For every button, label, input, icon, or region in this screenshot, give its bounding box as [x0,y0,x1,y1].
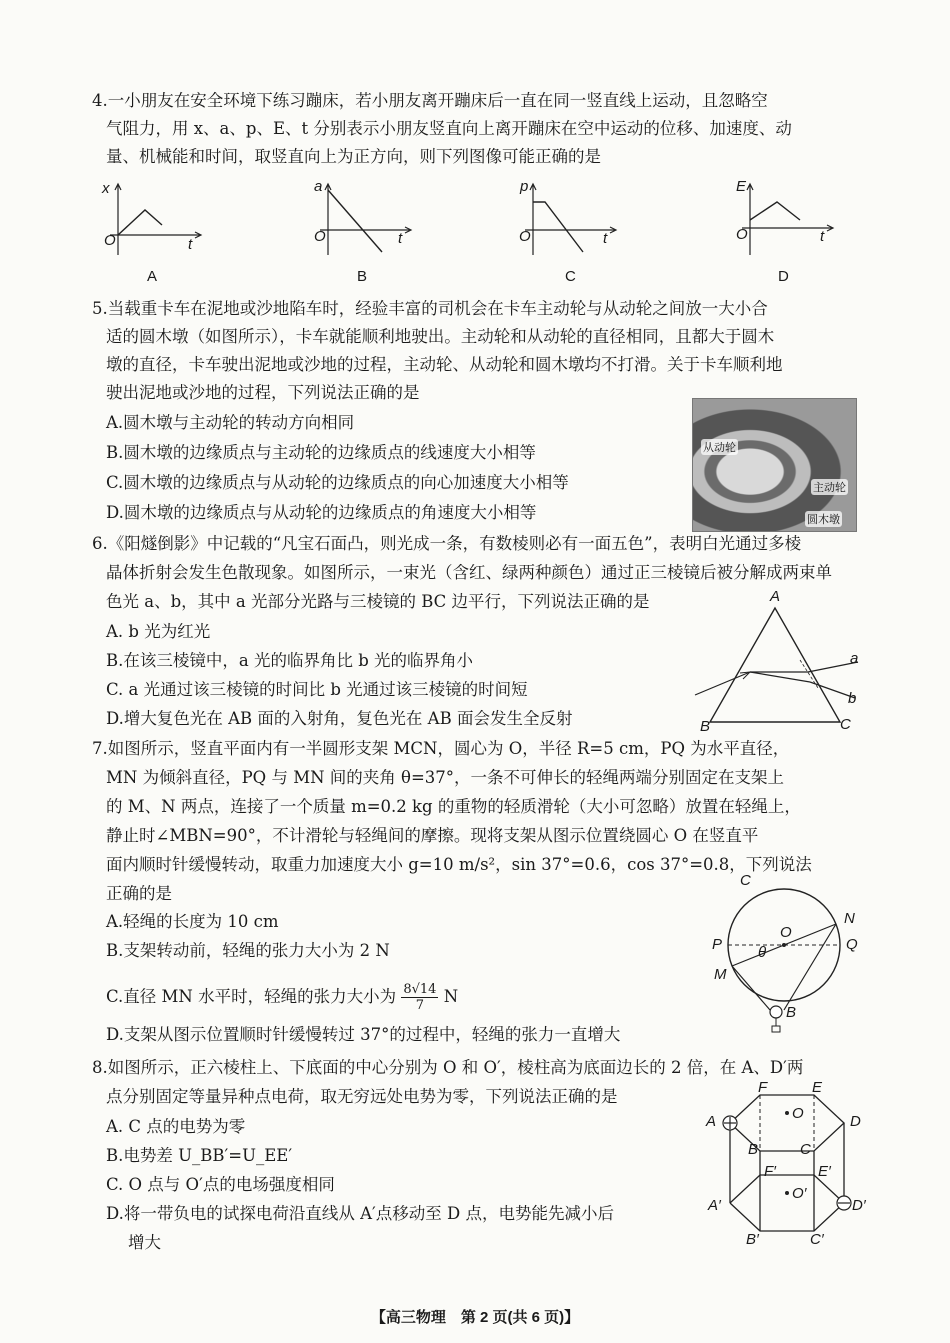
page-footer: 【高三物理 第 2 页(共 6 页)】 [370,1309,580,1326]
q7-option-d: D.支架从图示位置顺时针缓慢转过 37°的过程中，轻绳的张力一直增大 [106,1025,621,1044]
q4-graph-c [515,180,625,260]
vertex-b-prime: B′ [746,1231,759,1248]
q6-line-1: 6.《阳燧倒影》中记载的“凡宝石面凸，则光成一条，有数棱则必有一面五色”，表明白光通过多棱 [92,534,802,553]
q8-option-c: C. O 点与 O′点的电场强度相同 [106,1175,335,1194]
q4-b-xlabel: t [398,230,403,247]
vertex-e: E [812,1079,823,1096]
q8-option-d-cont: 增大 [128,1233,161,1252]
q6-option-b: B.在该三棱镜中，a 光的临界角比 b 光的临界角小 [106,651,474,670]
q5-line-1: 5.当载重卡车在泥地或沙地陷车时，经验丰富的司机会在卡车主动轮与从动轮之间放一大小合 [92,299,768,318]
q4-b-ylabel: a [314,178,323,195]
q8-option-b: B.电势差 U_BB′=U_EE′ [106,1146,293,1165]
angle-theta: θ [758,944,767,961]
q4-d-origin: O [736,226,748,243]
vertex-a: A [706,1113,717,1130]
point-p: P [712,936,723,953]
q6-option-d: D.增大复色光在 AB 面的入射角，复色光在 AB 面会发生全反射 [106,709,573,728]
q8-line-1: 8.如图所示，正六棱柱上、下底面的中心分别为 O 和 O′，棱柱高为底面边长的 2 倍，在 A、D′两 [92,1058,804,1077]
ray-label-a: a [850,650,859,667]
q4-d-xlabel: t [820,228,825,245]
q4-d-ylabel: E [736,178,747,195]
prism-vertex-c: C [840,716,851,733]
semicircle-bracket-diagram [712,872,858,1030]
q5-line-3: 墩的直径，卡车驶出泥地或沙地的过程，主动轮、从动轮和圆木墩均不打滑。关于卡车顺利地 [106,355,783,374]
q4-c-ylabel: p [520,178,529,195]
q7-option-c-text: C.直径 MN 水平时，轻绳的张力大小为 [106,987,397,1006]
q8-option-a: A. C 点的电势为零 [106,1117,246,1136]
fraction-numerator: 8√14 [403,982,437,997]
q4-option-a: A [147,268,158,285]
vertex-c: C [800,1141,811,1158]
q5-option-a: A.圆木墩与主动轮的转动方向相同 [106,413,355,432]
q6-line-2: 晶体折射会发生色散现象。如图所示，一束光（含红、绿两种颜色）通过正三棱镜后被分解成两束单 [106,563,832,582]
hexagonal-prism-diagram [706,1079,866,1248]
q4-b-origin: O [314,228,326,245]
q4-a-origin: O [104,232,116,249]
q7-line-5: 面内顺时针缓慢转动，取重力加速度大小 g=10 m/s²，sin 37°=0.6，cos 37°=0.8，下列说法 [106,855,812,874]
photo-label-log: 圆木墩 [805,511,842,527]
center-o-prime: O′ [792,1185,807,1202]
q6-line-3: 色光 a、b，其中 a 光部分光路与三棱镜的 BC 边平行，下列说法正确的是 [106,592,650,611]
q7-option-c-fraction [401,982,438,1013]
vertex-f: F [758,1079,768,1096]
point-m: M [714,966,727,983]
q8-line-2: 点分别固定等量异种点电荷，取无穷远处电势为零，下列说法正确的是 [106,1087,618,1106]
prism-vertex-b: B [700,718,711,735]
q8-option-d: D.将一带负电的试探电荷沿直线从 A′点移动至 D 点，电势能先减小后 [106,1204,615,1223]
q4-c-origin: O [519,228,531,245]
q4-a-xlabel: t [188,236,193,253]
q4-option-b: B [357,268,368,285]
q7-option-c-unit: N [443,987,459,1006]
point-q: Q [846,936,858,953]
vertex-a-prime: A′ [708,1197,721,1214]
q7-line-2: MN 为倾斜直径，PQ 与 MN 间的夹角 θ=37°，一条不可伸长的轻绳两端分别固定在支架上 [106,768,785,787]
q7-line-3: 的 M、N 两点，连接了一个质量 m=0.2 kg 的重物的轻质滑轮（大小可忽略）放置在轻绳上， [106,797,801,816]
q7-option-b: B.支架转动前，轻绳的张力大小为 2 N [106,941,390,960]
q5-line-4: 驶出泥地或沙地的过程，下列说法正确的是 [106,383,420,402]
fraction-denominator: 7 [415,998,425,1013]
point-n: N [844,910,855,927]
q5-option-b: B.圆木墩的边缘质点与主动轮的边缘质点的线速度大小相等 [106,443,536,462]
prism-diagram [690,588,870,735]
ray-label-b: b [848,690,857,707]
q7-option-a: A.轻绳的长度为 10 cm [106,912,279,931]
q4-option-d: D [778,268,789,285]
point-b: B [786,1004,797,1021]
prism-vertex-a: A [770,588,781,605]
q6-option-a: A. b 光为红光 [106,622,211,641]
q4-line-2: 气阻力，用 x、a、p、E、t 分别表示小朋友竖直向上离开蹦床在空中运动的位移、加速度、动 [106,119,792,138]
photo-label-driven: 从动轮 [701,439,738,455]
q7-line-1: 7.如图所示，竖直平面内有一半圆形支架 MCN，圆心为 O，半径 R=5 cm，PQ 为水平直径， [92,739,790,758]
q7-line-6: 正确的是 [106,884,172,903]
q4-line-3: 量、机械能和时间，取竖直向上为正方向，则下列图像可能正确的是 [106,147,601,166]
q7-option-c [106,982,458,1013]
q5-option-d: D.圆木墩的边缘质点与从动轮的边缘质点的角速度大小相等 [106,503,537,522]
center-o: O [792,1105,804,1122]
point-o: O [780,924,792,941]
vertex-e-prime: E′ [818,1163,831,1180]
q4-option-c: C [565,268,576,285]
q5-option-c: C.圆木墩的边缘质点与从动轮的边缘质点的向心加速度大小相等 [106,473,569,492]
q4-graph-d [732,180,842,260]
q4-c-xlabel: t [603,230,608,247]
vertex-d: D [850,1113,861,1130]
q4-graph-a [100,180,210,260]
q4-a-ylabel: x [102,180,110,197]
q4-graph-b [310,180,420,260]
q7-line-4: 静止时∠MBN=90°，不计滑轮与轻绳间的摩擦。现将支架从图示位置绕圆心 O 在竖直平 [106,826,759,845]
q6-option-c: C. a 光通过该三棱镜的时间比 b 光通过该三棱镜的时间短 [106,680,528,699]
q4-line-1: 4.一小朋友在安全环境下练习蹦床，若小朋友离开蹦床后一直在同一竖直线上运动，且忽略空 [92,91,768,110]
vertex-c-prime: C′ [810,1231,824,1248]
vertex-d-prime: D′ [852,1197,866,1214]
truck-wheel-photo [692,398,857,532]
vertex-f-prime: F′ [764,1163,776,1180]
vertex-b: B [748,1141,759,1158]
photo-label-driving: 主动轮 [811,479,848,495]
point-c: C [740,872,751,889]
q5-line-2: 适的圆木墩（如图所示），卡车就能顺利地驶出。主动轮和从动轮的直径相同，且都大于圆木 [106,327,775,346]
